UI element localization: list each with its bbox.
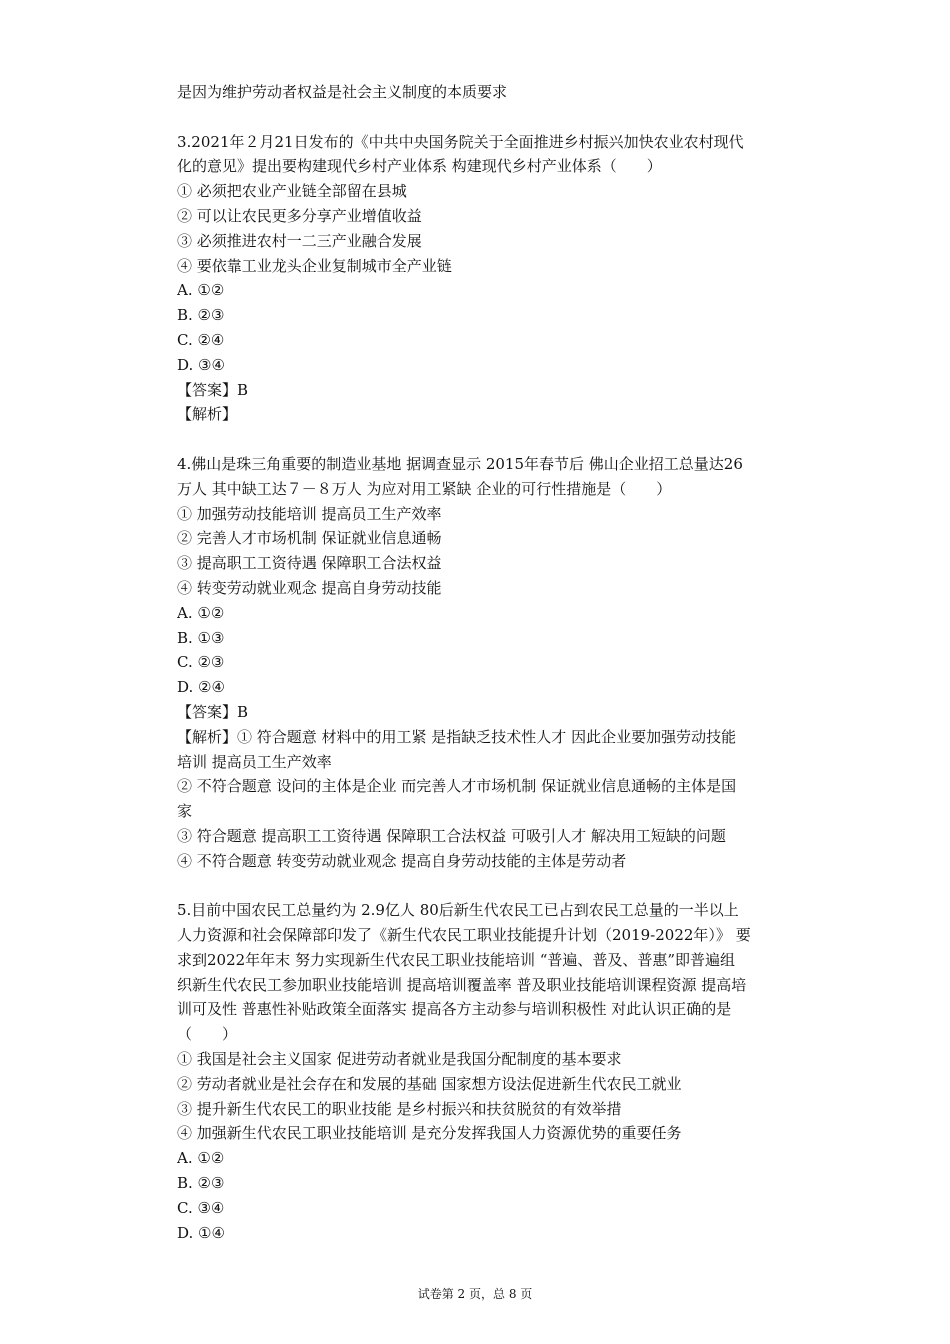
statement-item: ③ 提升新生代农民工的职业技能 是乡村振兴和扶贫脱贫的有效举措	[177, 1099, 622, 1118]
question-stem-line: 求到2022年年末 努力实现新生代农民工职业技能培训 “普遍、普及、普惠”即普遍组	[177, 950, 736, 969]
question-stem-line: 训可及性 普惠性补贴政策全面落实 提高各方主动参与培训积极性 对此认识正确的是	[177, 1000, 732, 1019]
page-content	[177, 80, 817, 1245]
answer-option: C. ③④	[177, 1198, 225, 1217]
question-stem-line: 4.佛山是珠三角重要的制造业基地 据调查显示 2015年春节后 佛山企业招工总量达26	[177, 454, 743, 473]
analysis-line: ③ 符合题意 提高职工工资待遇 保障职工合法权益 可吸引人才 解决用工短缺的问题	[177, 826, 726, 845]
statement-item: ④ 转变劳动就业观念 提高自身劳动技能	[177, 578, 442, 597]
answer-option: D. ②④	[177, 678, 225, 697]
statement-item: ① 必须把农业产业链全部留在县城	[177, 182, 407, 201]
statement-item: ② 劳动者就业是社会存在和发展的基础 国家想方设法促进新生代农民工就业	[177, 1074, 682, 1093]
question-stem-line: 人力资源和社会保障部印发了《新生代农民工职业技能提升计划（2019-2022年）》 要	[177, 926, 751, 945]
question-stem-line: 3.2021年２月21日发布的《中共中央国务院关于全面推进乡村振兴加快农业农村现代	[177, 132, 744, 151]
question-stem-line: 5.目前中国农民工总量约为 2.9亿人 80后新生代农民工已占到农民工总量的一半以上	[177, 901, 739, 920]
paragraph-gap	[177, 105, 817, 130]
analysis-line: 【解析】	[177, 405, 238, 424]
statement-item: ① 我国是社会主义国家 促进劳动者就业是我国分配制度的基本要求	[177, 1050, 622, 1069]
answer-option: A. ①②	[177, 1149, 225, 1168]
answer-option: A. ①②	[177, 281, 225, 300]
answer-line: 【答案】B	[177, 380, 249, 399]
statement-item: ④ 加强新生代农民工职业技能培训 是充分发挥我国人力资源优势的重要任务	[177, 1124, 682, 1143]
answer-option: C. ②④	[177, 330, 225, 349]
page-footer: 试卷第 2 页，总 8 页	[417, 1287, 533, 1301]
paragraph-gap	[177, 427, 817, 452]
answer-option: D. ③④	[177, 355, 225, 374]
paragraph-gap	[177, 874, 817, 899]
answer-option: B. ①③	[177, 628, 225, 647]
question-stem-line: 织新生代农民工参加职业技能培训 提高培训覆盖率 普及职业技能培训课程资源 提高培	[177, 975, 747, 994]
statement-item: ② 可以让农民更多分享产业增值收益	[177, 206, 422, 225]
answer-option: B. ②③	[177, 306, 225, 325]
analysis-line: 【解析】① 符合题意 材料中的用工紧 是指缺乏技术性人才 因此企业要加强劳动技能	[177, 727, 737, 746]
statement-item: ② 完善人才市场机制 保证就业信息通畅	[177, 529, 442, 548]
answer-option: D. ①④	[177, 1223, 225, 1242]
intro-line: 是因为维护劳动者权益是社会主义制度的本质要求	[177, 83, 508, 101]
analysis-line: 家	[177, 802, 193, 821]
answer-line: 【答案】B	[177, 702, 249, 721]
statement-item: ③ 提高职工工资待遇 保障职工合法权益	[177, 554, 442, 573]
statement-item: ④ 要依靠工业龙头企业复制城市全产业链	[177, 256, 452, 275]
question-stem-line: 化的意见》提出要构建现代乡村产业体系 构建现代乡村产业体系（ ）	[177, 157, 662, 176]
question-stem-line: （ ）	[177, 1025, 238, 1044]
answer-option: A. ①②	[177, 603, 225, 622]
analysis-line: ④ 不符合题意 转变劳动就业观念 提高自身劳动技能的主体是劳动者	[177, 851, 627, 870]
question-stem-line: 万人 其中缺工达７－８万人 为应对用工紧缺 企业的可行性措施是（ ）	[177, 479, 672, 498]
answer-option: C. ②③	[177, 653, 225, 672]
analysis-line: 培训 提高员工生产效率	[177, 752, 332, 771]
answer-option: B. ②③	[177, 1174, 225, 1193]
statement-item: ③ 必须推进农村一二三产业融合发展	[177, 231, 422, 250]
statement-item: ① 加强劳动技能培训 提高员工生产效率	[177, 504, 442, 523]
analysis-line: ② 不符合题意 设问的主体是企业 而完善人才市场机制 保证就业信息通畅的主体是国	[177, 777, 737, 796]
